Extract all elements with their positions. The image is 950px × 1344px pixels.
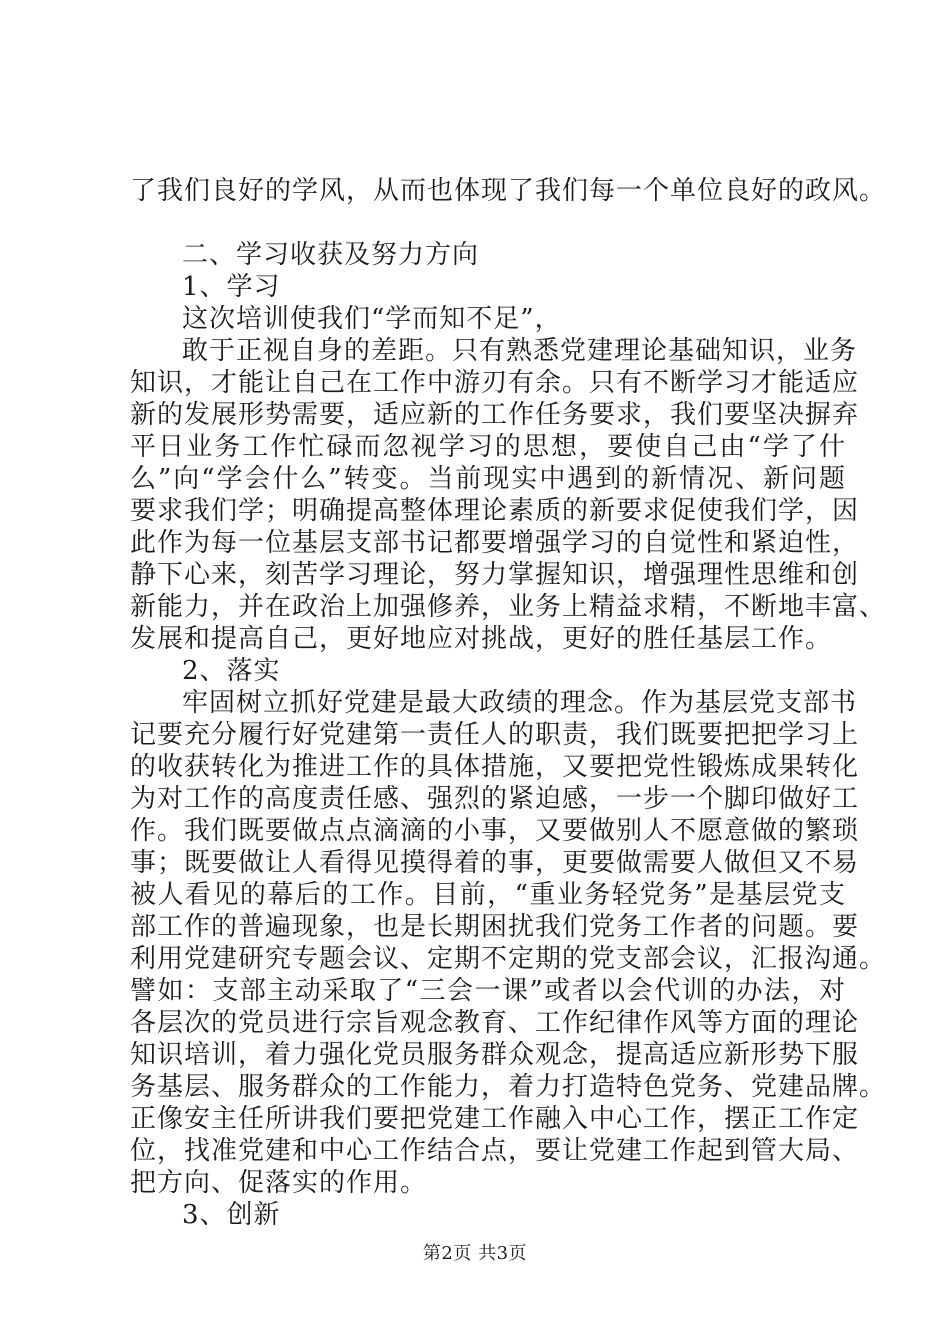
paragraph-line: 被人看见的幕后的工作。目前，“重业务轻党务”是基层党支 — [130, 880, 846, 910]
paragraph-line: 了我们良好的学风，从而也体现了我们每一个单位良好的政风。 — [130, 176, 887, 206]
paragraph-line: 事；既要做让人看得见摸得着的事，更要做需要人做但又不易 — [130, 848, 860, 878]
paragraph-line: 为对工作的高度责任感、强烈的紧迫感，一步一个脚印做好工 — [130, 784, 860, 814]
paragraph-line: 利用党建研究专题会议、定期不定期的党支部会议，汇报沟通。 — [130, 944, 887, 974]
paragraph-line: 知识，才能让自己在工作中游刃有余。只有不断学习才能适应 — [130, 368, 860, 398]
paragraph-line: 把方向、促落实的作用。 — [130, 1168, 428, 1198]
paragraph-line: 记要充分履行好党建第一责任人的职责，我们既要把把学习上 — [130, 720, 860, 750]
paragraph-line: 这次培训使我们“学而知不足”， — [182, 304, 562, 334]
paragraph-line: 牢固树立抓好党建是最大政绩的理念。作为基层党支部书 — [182, 688, 858, 718]
paragraph-line: 要求我们学；明确提高整体理论素质的新要求促使我们学，因 — [130, 496, 860, 526]
paragraph-line: 正像安主任所讲我们要把党建工作融入中心工作，摆正工作定 — [130, 1104, 860, 1134]
paragraph-line: 作。我们既要做点点滴滴的小事，又要做别人不愿意做的繁琐 — [130, 816, 860, 846]
paragraph-line: 新能力，并在政治上加强修养，业务上精益求精，不断地丰富、 — [130, 592, 887, 622]
paragraph-line: 譬如：支部主动采取了“三会一课”或者以会代训的办法，对 — [130, 976, 846, 1006]
subsection-heading: 1、学习 — [182, 272, 281, 302]
paragraph-line: 位，找准党建和中心工作结合点，要让党建工作起到管大局、 — [130, 1136, 860, 1166]
paragraph-line: 发展和提高自己，更好地应对挑战，更好的胜任基层工作。 — [130, 624, 833, 654]
paragraph-line: 静下心来，刻苦学习理论，努力掌握知识，增强理性思维和创 — [130, 560, 860, 590]
paragraph-line: 部工作的普遍现象，也是长期困扰我们党务工作者的问题。要 — [130, 912, 860, 942]
paragraph-line: 么”向“学会什么”转变。当前现实中遇到的新情况、新问题 — [130, 464, 846, 494]
paragraph-line: 各层次的党员进行宗旨观念教育、工作纪律作风等方面的理论 — [130, 1008, 860, 1038]
paragraph-line: 敢于正视自身的差距。只有熟悉党建理论基础知识，业务 — [182, 336, 858, 366]
section-heading: 二、学习收获及努力方向 — [182, 240, 480, 270]
subsection-heading: 2、落实 — [182, 656, 281, 686]
paragraph-line: 知识培训，着力强化党员服务群众观念，提高适应新形势下服 — [130, 1040, 860, 1070]
paragraph-line: 新的发展形势需要，适应新的工作任务要求，我们要坚决摒弃 — [130, 400, 860, 430]
page-number-footer: 第2页 共3页 — [422, 1243, 528, 1264]
paragraph-line: 的收获转化为推进工作的具体措施，又要把党性锻炼成果转化 — [130, 752, 860, 782]
paragraph-line: 此作为每一位基层支部书记都要增强学习的自觉性和紧迫性， — [130, 528, 860, 558]
paragraph-line: 平日业务工作忙碌而忽视学习的思想，要使自己由“学了什 — [130, 432, 846, 462]
paragraph-line: 务基层、服务群众的工作能力，着力打造特色党务、党建品牌。 — [130, 1072, 887, 1102]
subsection-heading: 3、创新 — [182, 1200, 281, 1230]
